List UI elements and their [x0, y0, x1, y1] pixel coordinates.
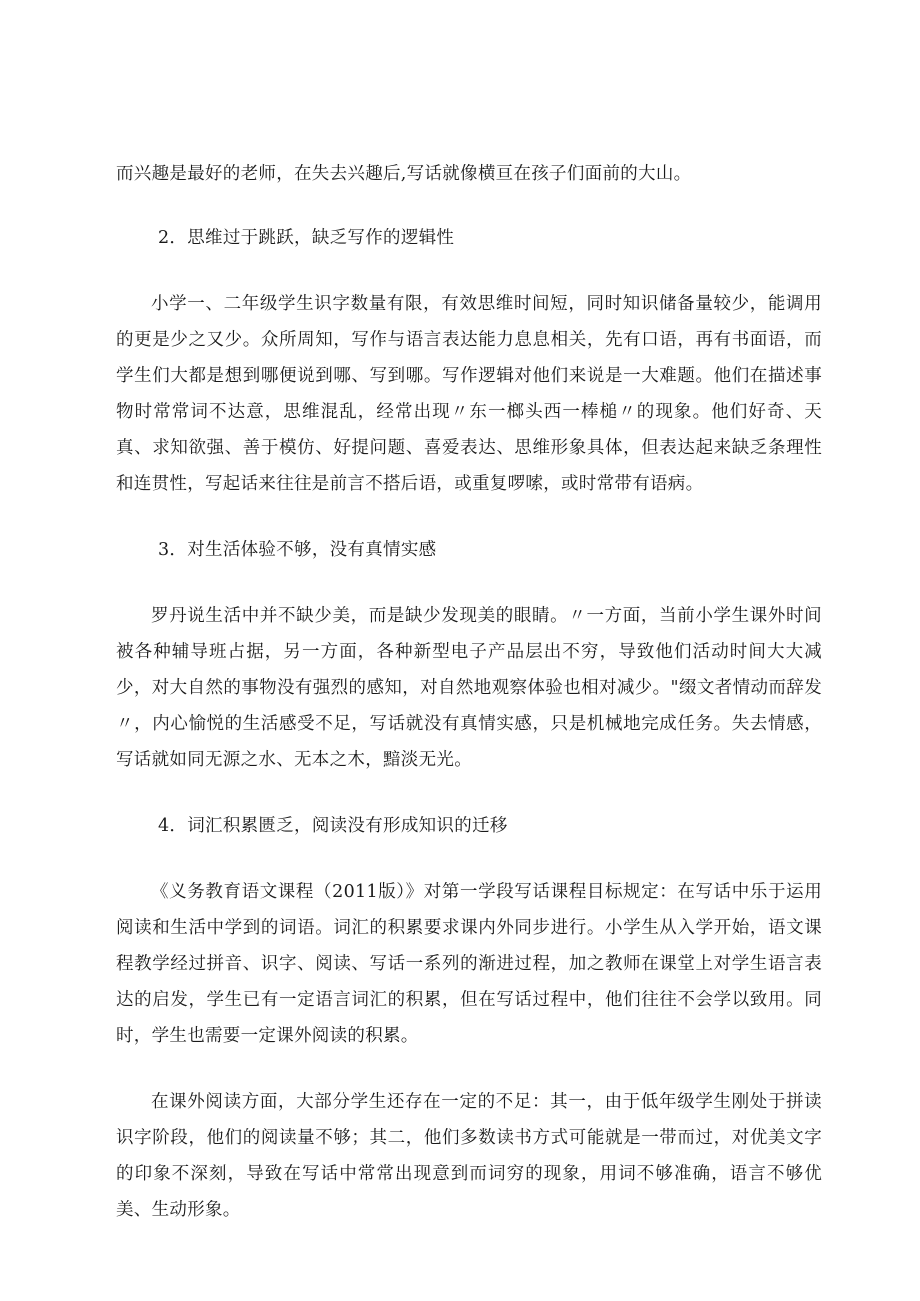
section-heading-4: 4．词汇积累匮乏，阅读没有形成知识的迁移	[158, 816, 508, 836]
paragraph-reading: 在课外阅读方面，大部分学生还存在一定的不足：其一，由于低年级学生刚处于拼读识字阶段，他们的阅读量不够；其二，他们多数读书方式可能就是一带而过，对优美文字的印象不深刻，导致在写话中常常出现意到而词穷的现象，用词不够准确，语言不够优美、生动形象。	[116, 1092, 822, 1220]
paragraph-vocabulary: 《义务教育语文课程（2011版）》对第一学段写话课程目标规定：在写话中乐于运用阅读和生活中学到的词语。词汇的积累要求课内外同步进行。小学生从入学开始，语文课程教学经过拼音、识字、阅读、写话一系列的渐进过程，加之教师在课堂上对学生语言表达的启发，学生已有一定语言词汇的积累，但在写话过程中，他们往往不会学以致用。同时，学生也需要一定课外阅读的积累。	[116, 882, 822, 1046]
section-heading-2: 2．思维过于跳跃，缺乏写作的逻辑性	[158, 228, 455, 248]
paragraph-logic: 小学一、二年级学生识字数量有限，有效思维时间短，同时知识储备量较少，能调用的更是少之又少。众所周知，写作与语言表达能力息息相关，先有口语，再有书面语，而学生们大都是想到哪便说到哪、写到哪。写作逻辑对他们来说是一大难题。他们在描述事物时常常词不达意，思维混乱，经常出现〃东一榔头西一棒槌〃的现象。他们好奇、天真、求知欲强、善于模仿、好提问题、喜爱表达、思维形象具体，但表达起来缺乏条理性和连贯性，写起话来往往是前言不搭后语，或重复啰嗦，或时常带有语病。	[116, 294, 822, 494]
document-body	[116, 156, 822, 1228]
section-heading-3: 3．对生活体验不够，没有真情实感	[158, 540, 437, 560]
paragraph-continuation: 而兴趣是最好的老师，在失去兴趣后,写话就像横亘在孩子们面前的大山。	[116, 164, 692, 184]
paragraph-life-experience: 罗丹说生活中并不缺少美，而是缺少发现美的眼睛。〃一方面，当前小学生课外时间被各种辅导班占据，另一方面，各种新型电子产品层出不穷，导致他们活动时间大大减少，对大自然的事物没有强烈的感知，对自然地观察体验也相对减少。"缀文者情动而辞发〃，内心愉悦的生活感受不足，写话就没有真情实感，只是机械地完成任务。失去情感，写话就如同无源之水、无本之木，黯淡无光。	[116, 606, 822, 770]
